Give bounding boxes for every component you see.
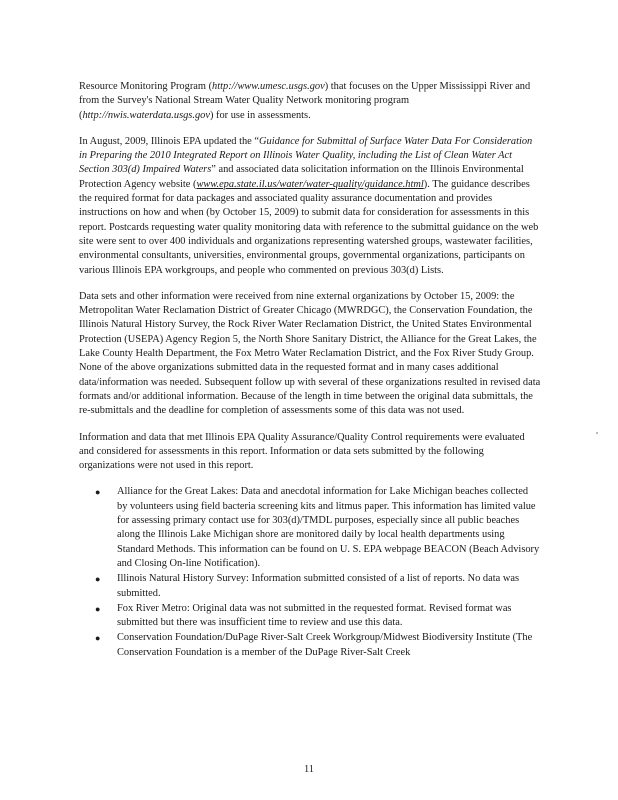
paragraph-text: ” and associated data solicitation information on the Illinois Environmental Protection Agency website ( (79, 164, 524, 190)
list-item-text: Conservation Foundation/DuPage River-Salt Creek Workgroup/Midwest Biodiversity Institute (The Conservation Foundation is a member of the DuPage River-Salt Creek (117, 632, 533, 658)
paragraph-guidance-update (79, 135, 541, 278)
list-item (95, 485, 541, 571)
bullet-icon: ● (95, 603, 101, 614)
page-body (79, 80, 541, 661)
list-item (95, 631, 541, 660)
paragraph-monitoring-sources (79, 80, 541, 123)
list-item (95, 572, 541, 601)
list-item-text: Fox River Metro: Original data was not submitted in the requested format. Revised format was submitted but there was insufficient time to review and use this data. (117, 602, 512, 629)
scan-speck (596, 432, 598, 434)
list-item-text: Illinois Natural History Survey: Information submitted consisted of a list of reports. No data was submitted. (117, 573, 519, 599)
list-item (95, 602, 541, 631)
bullet-icon: ● (95, 487, 101, 498)
paragraph-text: Resource Monitoring Program ( (79, 81, 213, 92)
paragraph-text: In August, 2009, Illinois EPA updated the “ (79, 135, 260, 147)
nwis-link[interactable]: http://nwis.waterdata.usgs.gov (82, 109, 210, 121)
unused-submissions-list (79, 485, 541, 660)
paragraph-qa-requirements: Information and data that met Illinois EPA Quality Assurance/Quality Control requirements were evaluated and considered for assessments in this report. Information or data sets submitted by the following organizations were not used in this report. (79, 431, 525, 472)
bullet-icon: ● (95, 633, 101, 644)
guidance-title: Guidance for Submittal of Surface Water Data For Consideration in Preparing the 2010 Integrated Report on Illinois Water Quality, including the List of Clean Water Act Section 303(d) Impaired Waters (79, 135, 533, 176)
paragraph-text: ) for use in assessments. (209, 109, 311, 121)
umesc-link[interactable]: http://www.umesc.usgs.gov (212, 81, 325, 92)
paragraph-text: ). The guidance describes the required format for data packages and associated quality assurance documentation and provides instructions on how and when (by October 15, 2009) to submit data for consideration for assessments in this report. Postcards requesting water quality monitoring data with reference to the submittal guidance on the web site were sent to over 400 individuals and organizations representing watershed groups, wastewater facilities, environmental consultants, universities, environmental groups, governmental organizations, participants on various Illinois EPA workgroups, and people who commented on previous 303(d) Lists. (79, 178, 539, 276)
bullet-icon: ● (95, 574, 101, 585)
list-item-text: Alliance for the Great Lakes: Data and anecdotal information for Lake Michigan beaches collected by volunteers using field bacteria screening kits and litmus paper. This information has limited value for assessing primary contact use for 303(d)/TMDL purposes, especially since all public beaches along the Illinois Lake Michigan shore are monitored daily by local health departments using Standard Methods. This information can be found on U. S. EPA webpage BEACON (Beach Advisory and Closing On-line Notification). (117, 486, 540, 569)
epa-guidance-link[interactable]: www.epa.state.il.us/water/water-quality/guidance.html (196, 178, 424, 190)
page-number: 11 (303, 764, 314, 775)
paragraph-data-received: Data sets and other information were received from nine external organizations by October 15, 2009: the Metropolitan Water Reclamation District of Greater Chicago (MWRDGC), the Conservation Foundation, the Illinois Natural History Survey, the Rock River Water Reclamation District, the United States Environmental Protection (USEPA) Agency Region 5, the North Shore Sanitary District, the Alliance for the Great Lakes, the Lake County Health Department, the Fox Metro Water Reclamation District, and the Fox River Study Group. None of the above organizations submitted data in the requested format and in many cases additional data/information was needed. Subsequent follow up with several of these organizations resulted in revised data formats and/or additional information. Because of the length in time between the original data submittals, the re-submittals and the deadline for completion of assessments some of this data was not used. (79, 290, 541, 417)
paragraph-text: ) that focuses on the Upper Mississippi River and from the Survey's National Stream Water Quality Network monitoring program ( (79, 81, 531, 121)
